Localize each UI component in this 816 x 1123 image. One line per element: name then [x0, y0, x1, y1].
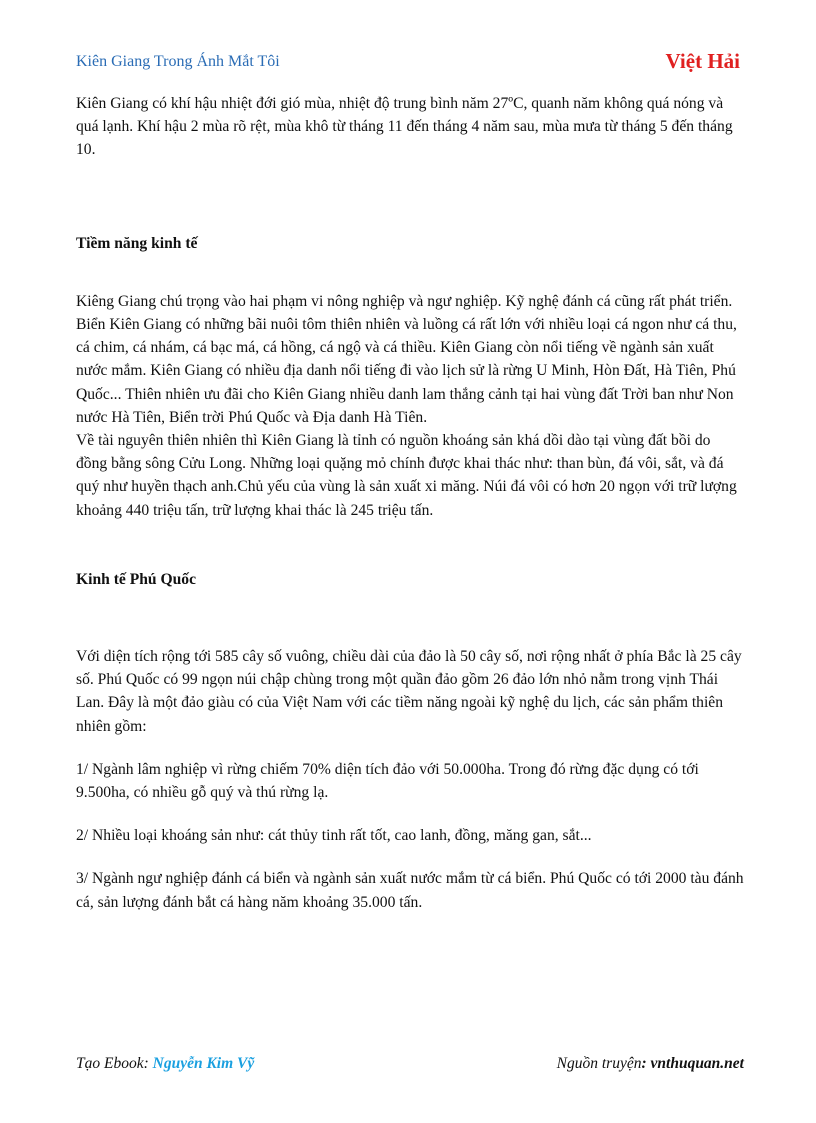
- footer-source-site[interactable]: vnthuquan.net: [650, 1055, 744, 1072]
- list-item-minerals: 2/ Nhiều loại khoáng sản như: cát thủy tinh rất tốt, cao lanh, đồng, măng gan, sắt...: [76, 827, 592, 845]
- spacer: [76, 847, 744, 867]
- spacer: [76, 522, 744, 568]
- footer-ebook-credit: [76, 1055, 254, 1073]
- footer-ebook-separator: :: [143, 1055, 153, 1072]
- section-heading-economy: Tiềm năng kinh tế: [76, 234, 198, 252]
- paragraph-climate: Kiên Giang có khí hậu nhiệt đới gió mùa, nhiệt độ trung bình năm 27ºC, quanh năm không quá nóng và quá lạnh. Khí hậu 2 mùa rõ rệt, mùa khô từ tháng 11 đến tháng 4 năm sau, mùa mưa từ tháng 5 đến tháng 10.: [76, 95, 733, 159]
- header-author-name: Việt Hải: [665, 49, 740, 73]
- section-heading-phu-quoc: Kinh tế Phú Quốc: [76, 570, 197, 588]
- header-book-title: Kiên Giang Trong Ánh Mắt Tôi: [76, 53, 280, 70]
- list-item-forestry: 1/ Ngành lâm nghiệp vì rừng chiếm 70% diện tích đảo với 50.000ha. Trong đó rừng đặc dụng có tới 9.500ha, có nhiều gỗ quý và thú rừng lạ.: [76, 760, 699, 802]
- footer-ebook-maker: Nguyễn Kim Vỹ: [152, 1055, 255, 1072]
- spacer: [76, 162, 744, 232]
- spacer: [76, 804, 744, 824]
- spacer: [76, 255, 744, 290]
- footer-source-label: Nguồn truyện: [556, 1055, 642, 1072]
- list-item-fishery: 3/ Ngành ngư nghiệp đánh cá biển và ngành sản xuất nước mắm từ cá biển. Phú Quốc có tới 2000 tàu đánh cá, sản lượng đánh bắt cá hàng năm khoảng 35.000 tấn.: [76, 870, 744, 911]
- spacer: [76, 738, 744, 758]
- footer-ebook-label: Tạo Ebook: [76, 1055, 144, 1072]
- footer-source-credit: [557, 1055, 744, 1073]
- paragraph-phu-quoc-intro: Với diện tích rộng tới 585 cây số vuông, chiều dài của đảo là 50 cây số, nơi rộng nhất ở phía Bắc là 25 cây số. Phú Quốc có 99 ngọn núi chập chùng trong một quần đảo gồm 26 đảo lớn nhỏ nằm trong vịnh Thái Lan. Đây là một đảo giàu có của Việt Nam với các tiềm năng ngoài kỹ nghệ du lịch, các sản phẩm thiên nhiên gồm:: [76, 648, 742, 735]
- footer-source-separator: :: [641, 1055, 651, 1072]
- paragraph-economy-1: Kiêng Giang chú trọng vào hai phạm vi nông nghiệp và ngư nghiệp. Kỹ nghệ đánh cá cũng rất phát triển. Biển Kiên Giang có những bãi nuôi tôm thiên nhiên và luồng cá rất lớn với nhiều loại cá ngon như cá thu, cá chim, cá nhám, cá bạc má, cá hồng, cá ngộ và cá thiều. Kiên Giang còn nổi tiếng về ngành sản xuất nước mắm. Kiên Giang có nhiều địa danh nổi tiếng đi vào lịch sử là rừng U Minh, Hòn Đất, Hà Tiên, Phú Quốc... Thiên nhiên ưu đãi cho Kiên Giang nhiều danh lam thắng cảnh tại hai vùng đất Trời ban như Non nước Hà Tiên, Biển trời Phú Quốc và Địa danh Hà Tiên.: [76, 292, 737, 426]
- paragraph-economy-2: Về tài nguyên thiên nhiên thì Kiên Giang là tỉnh có nguồn khoáng sản khá dồi dào tại vùng đất bồi do đồng bằng sông Cửu Long. Những loại quặng mỏ chính được khai thác như: than bùn, đá vôi, sắt, và đá quý như huyền thạch anh.Chủ yếu của vùng là sản xuất xi măng. Núi đá vôi có hơn 20 ngọn với trữ lượng khoảng 440 triệu tấn, trữ lượng khai thác là 245 triệu tấn.: [76, 432, 737, 519]
- spacer: [76, 591, 744, 645]
- page-content: [76, 92, 744, 914]
